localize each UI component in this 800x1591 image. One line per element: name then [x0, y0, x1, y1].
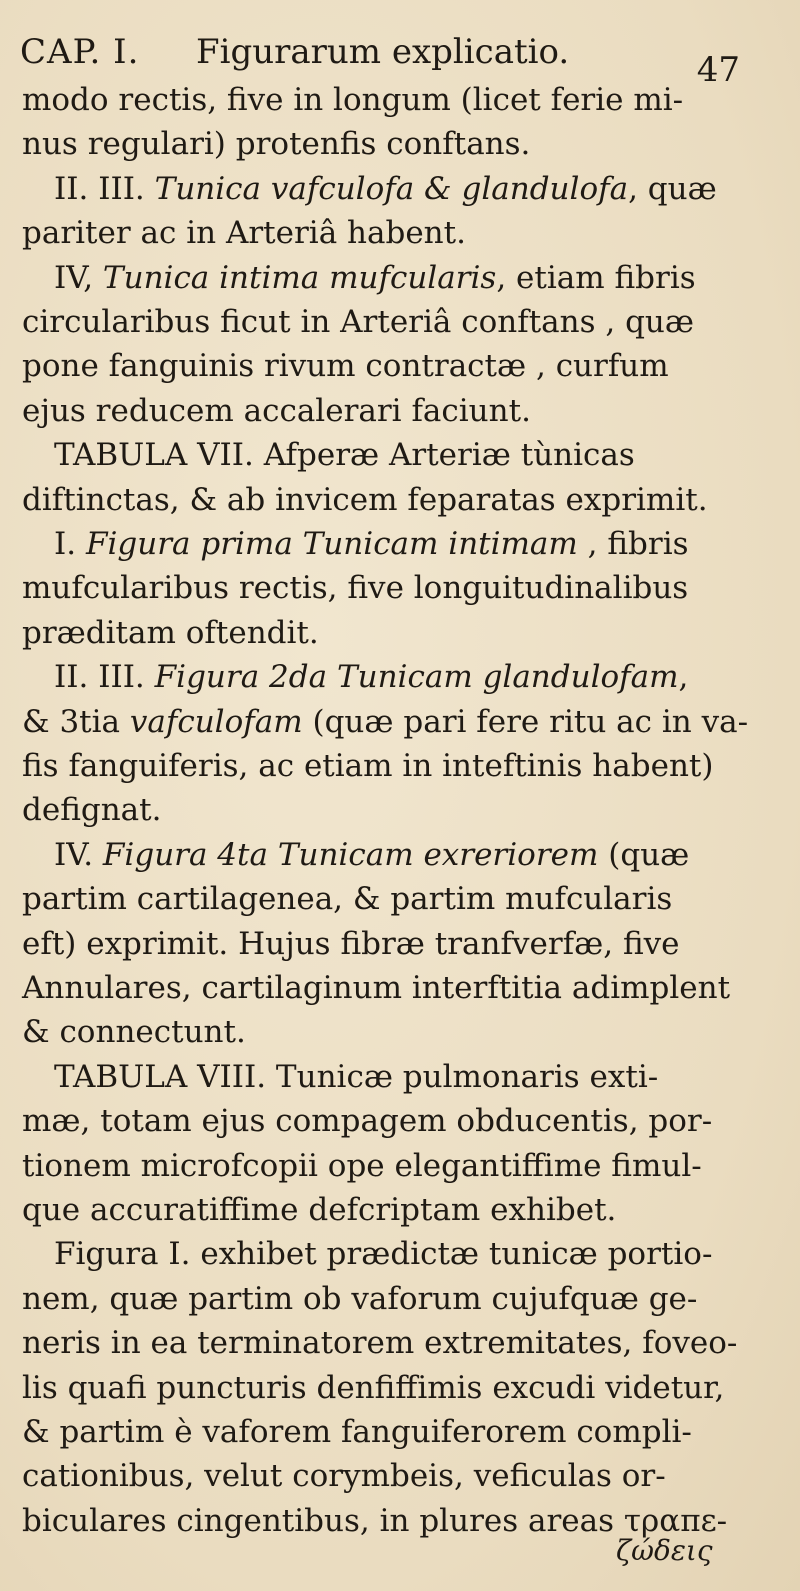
text-line: [22, 480, 712, 520]
text-run: , quæ: [628, 170, 717, 207]
text-run: IV,: [54, 259, 103, 296]
text-line: [22, 568, 712, 608]
text-line: [22, 1279, 712, 1319]
text-run: TABULA VIII. Tunicæ pulmonaris exti-: [54, 1058, 659, 1095]
text-line: [22, 435, 712, 475]
text-run: Figura I. exhibet prædictæ tunicæ portio-: [54, 1236, 713, 1273]
text-run: IV.: [54, 836, 103, 873]
text-line: [22, 124, 712, 164]
text-line: [22, 1190, 712, 1230]
italic-phrase: vafculofam: [129, 703, 303, 740]
text-run: (quæ: [598, 836, 690, 873]
text-run: , etiam fibris: [496, 259, 696, 296]
catchword: ζώδεις: [616, 1534, 713, 1567]
text-run: diftinctas, & ab invicem feparatas exprimit.: [22, 481, 708, 518]
page-number: 47: [696, 50, 740, 90]
running-header: [20, 28, 740, 90]
text-line: [22, 657, 712, 697]
text-run: lis quafi puncturis denfiffimis excudi videtur,: [22, 1369, 725, 1406]
chapter-label: CAP. I.: [20, 32, 140, 72]
italic-phrase: Figura 2da Tunicam glandulofam: [154, 659, 679, 696]
text-run: fis fanguiferis, ac etiam in inteftinis habent): [22, 748, 714, 784]
text-line: [22, 879, 712, 919]
text-run: nem, quæ partim ob vaforum cujufquæ ge-: [22, 1280, 698, 1317]
text-run: præditam oftendit.: [22, 614, 319, 651]
text-run: & 3tia: [22, 703, 130, 740]
text-run: neris in ea terminatorem extremitates, foveo-: [22, 1325, 738, 1362]
text-line: [22, 1101, 712, 1141]
text-line: [22, 213, 712, 253]
text-line: [22, 258, 712, 298]
text-line: [22, 1368, 725, 1408]
text-line: [22, 80, 712, 120]
text-line: [22, 968, 731, 1008]
text-run: defignat.: [22, 792, 162, 829]
italic-phrase: Tunica vafculofa & glandulofa: [154, 170, 629, 207]
text-line: [22, 790, 712, 830]
text-run: eft) exprimit. Hujus fibræ tranfverfæ, five: [22, 925, 680, 962]
text-line: [22, 746, 712, 786]
text-run: Annulares, cartilaginum interftitia adimplent: [22, 970, 731, 1006]
text-run: ejus reducem accalerari faciunt.: [22, 392, 531, 429]
text-line: [22, 1323, 738, 1363]
text-run: II. III.: [54, 170, 155, 207]
text-line: [22, 924, 712, 964]
text-line: [22, 1057, 712, 1097]
text-line: [22, 1456, 712, 1496]
text-run: II. III.: [54, 659, 155, 696]
text-line: [22, 1146, 712, 1186]
text-run: & connectunt.: [22, 1014, 246, 1051]
running-title: Figurarum explicatio.: [196, 32, 570, 72]
text-run: mæ, totam ejus compagem obducentis, por-: [22, 1103, 713, 1140]
text-run: biculares cingentibus, in plures areas τραπε-: [22, 1502, 728, 1539]
italic-phrase: Tunica intima mufcularis: [102, 259, 497, 296]
text-line: [22, 1412, 712, 1452]
text-run: TABULA VII. Afperæ Arteriæ tùnicas: [54, 437, 635, 474]
text-line: [22, 1234, 712, 1274]
italic-phrase: Figura prima Tunicam intimam: [85, 526, 578, 562]
text-run: que accuratiffime defcriptam exhibet.: [22, 1192, 617, 1228]
text-line: [22, 835, 712, 875]
text-run: mufcularibus rectis, five longuitudinalibus: [22, 570, 689, 607]
text-run: ,: [678, 659, 689, 696]
text-line: [22, 391, 712, 431]
text-line: [22, 613, 712, 653]
text-line: [22, 302, 712, 342]
text-run: partim cartilagenea, & partim mufcularis: [22, 881, 673, 918]
text-run: circularibus ficut in Arteriâ conftans , quæ: [22, 304, 695, 340]
text-run: tionem microfcopii ope elegantiffime fimul-: [22, 1147, 702, 1184]
text-run: I.: [54, 526, 86, 562]
text-run: , fibris: [577, 526, 689, 562]
text-line: [22, 1501, 728, 1541]
text-run: pone fanguinis rivum contractæ , curfum: [22, 348, 669, 385]
text-line: [22, 702, 749, 742]
text-line: [22, 524, 712, 564]
italic-phrase: Figura 4ta Tunicam exreriorem: [102, 836, 599, 873]
text-run: (quæ pari fere ritu ac in va-: [302, 703, 749, 740]
text-run: pariter ac in Arteriâ habent.: [22, 215, 466, 252]
text-run: cationibus, velut corymbeis, veficulas or-: [22, 1458, 666, 1495]
text-line: [22, 1012, 712, 1052]
text-run: & partim è vaforem fanguiferorem compli-: [22, 1414, 692, 1450]
text-run: modo rectis, five in longum (licet ferie mi-: [22, 82, 684, 118]
text-run: nus regulari) protenfis conftans.: [22, 126, 531, 163]
text-line: [22, 346, 712, 386]
text-line: [22, 169, 717, 209]
